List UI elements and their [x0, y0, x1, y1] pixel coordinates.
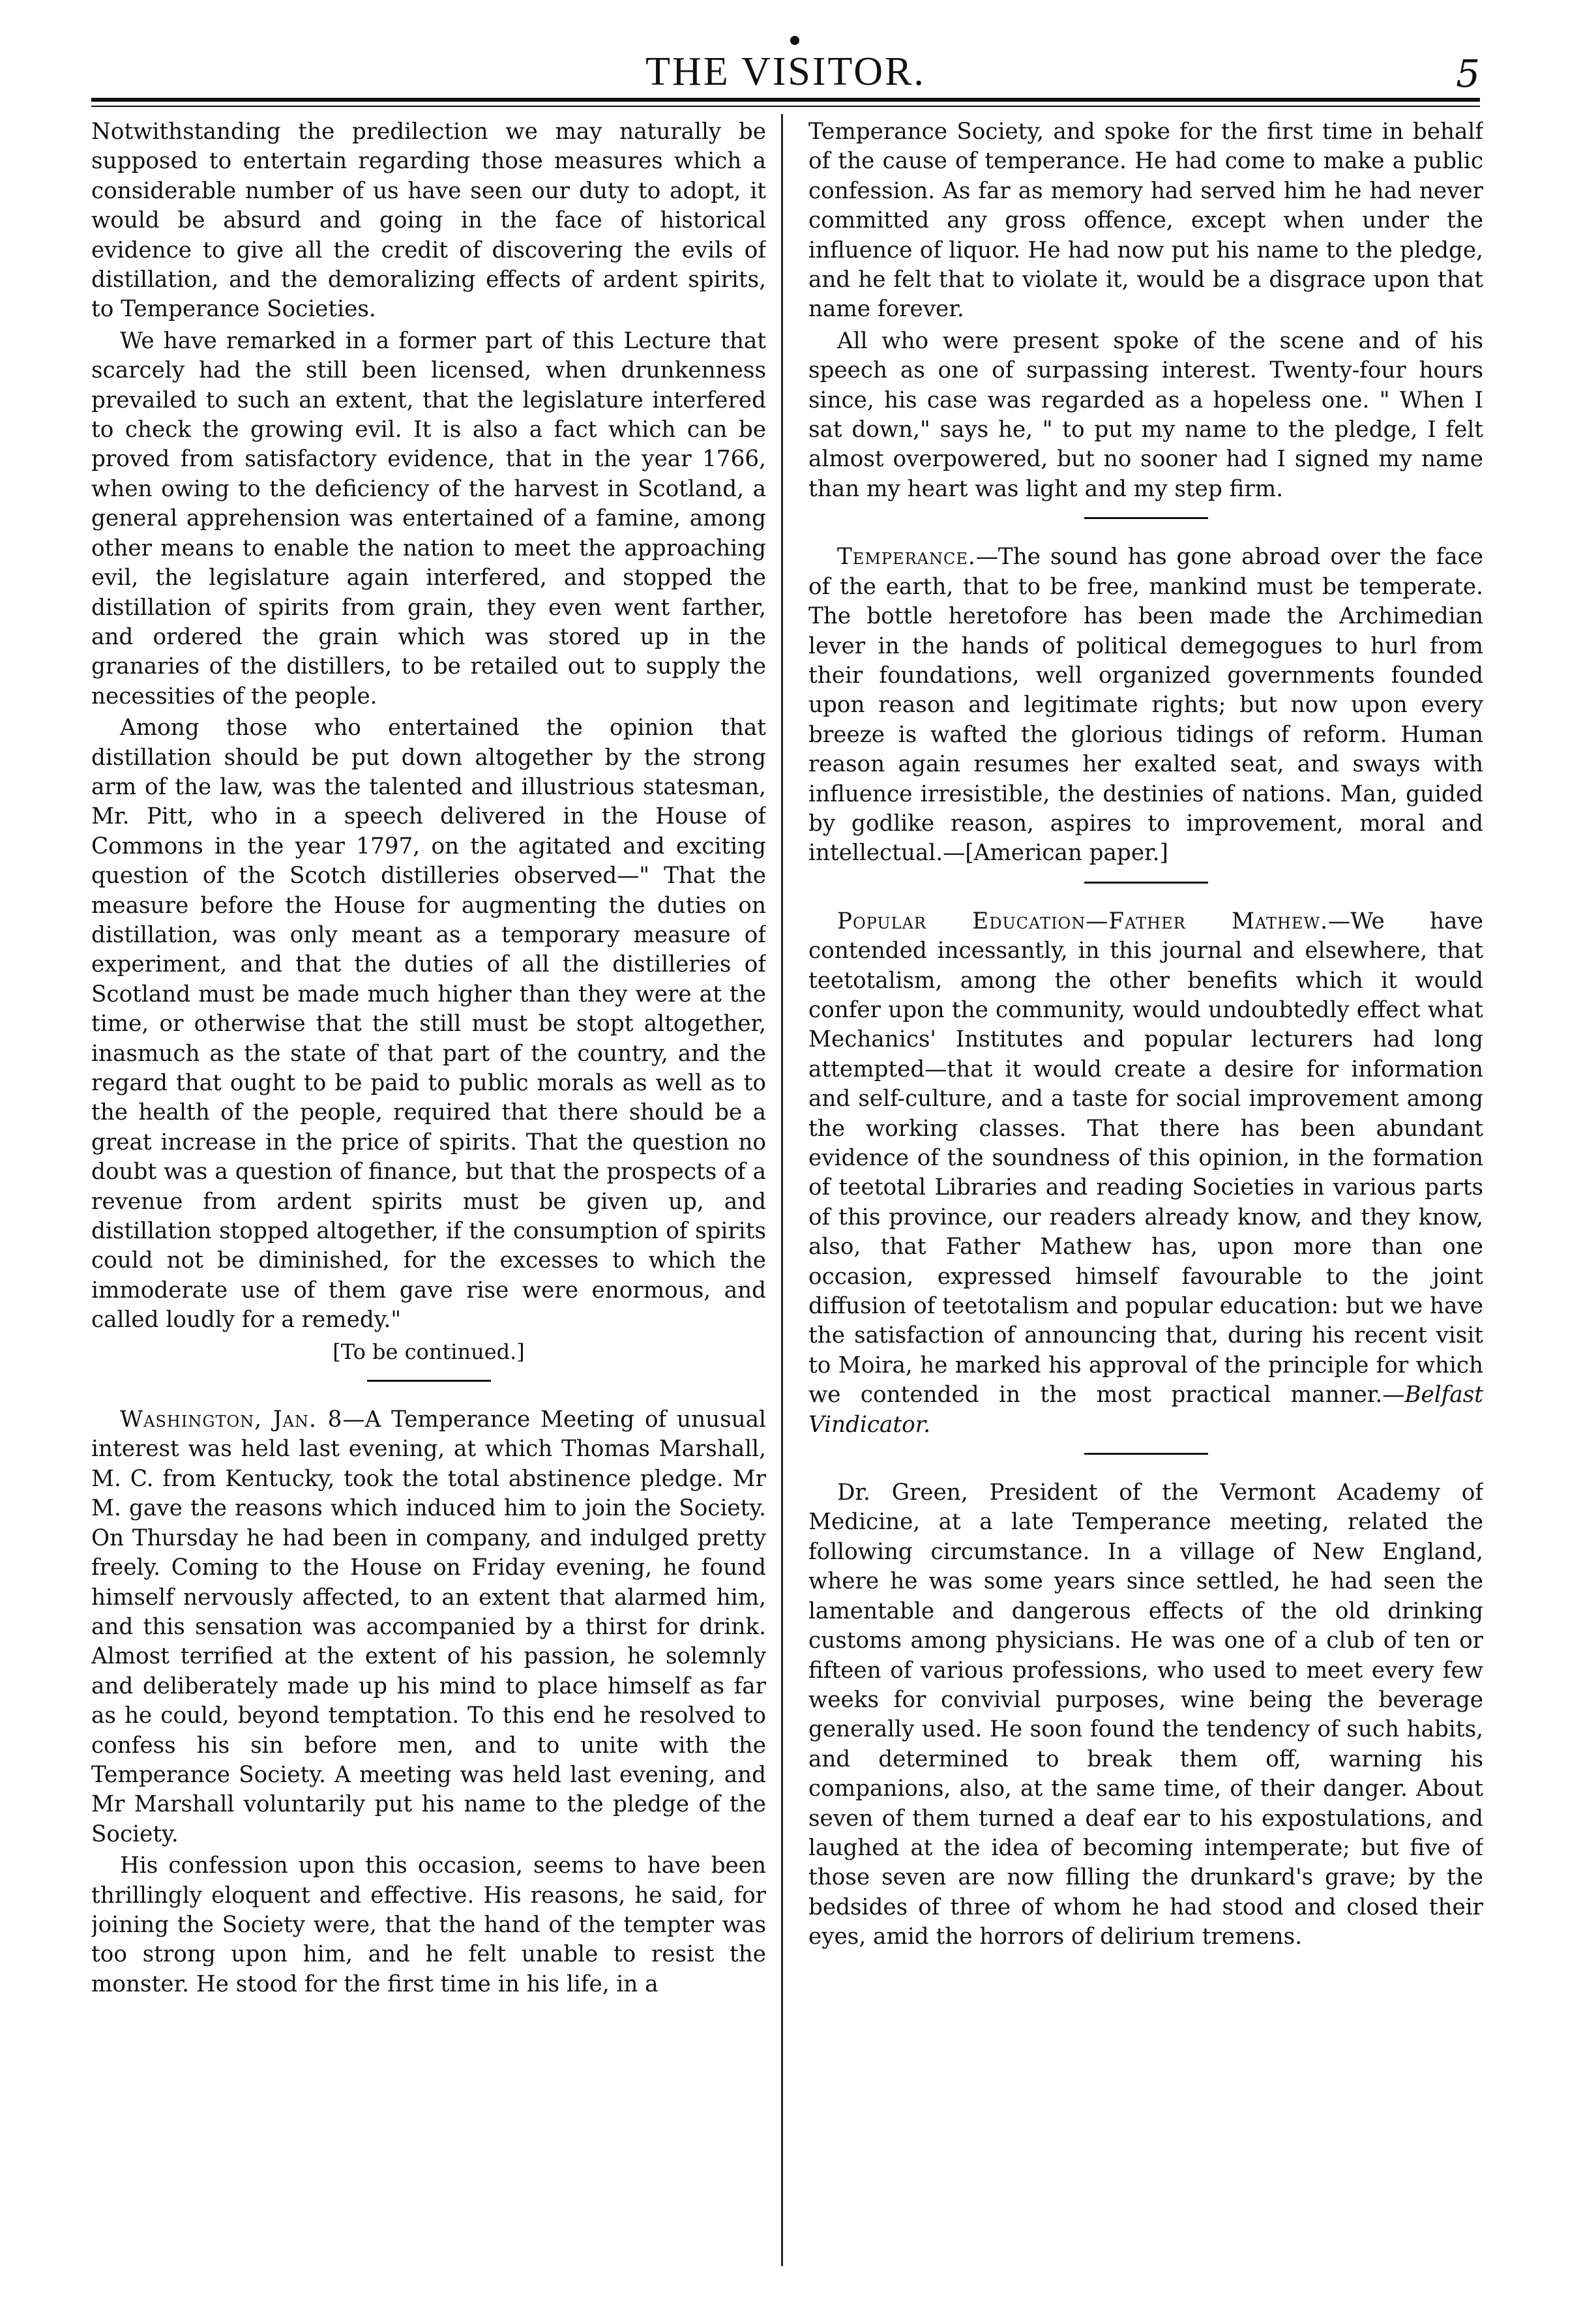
article-body: —We have contended incessantly, in this journal and elsewhere, that teetotalism, among the other benefits which it would confer upon the community, would undoubtedly effect what Mechanics' Institutes and popular lecturers had long attempted—that it would create a desire for information and self-culture, and a taste for social improvement among the working classes. That there has been abundant evidence of the soundness of this opinion, in the formation of teetotal Libraries and reading Societies in various parts of this province, our readers already know, and they know, also, that Father Mathew has, upon more than one occasion, expressed himself favourable to the joint diffusion of teetotalism and popular education: but we have the satisfaction of announcing that, during his recent visit to Moira, he marked his approval of the principle for which we contended in the most practical manner.	[808, 908, 1483, 1408]
continued-note: [To be continued.]	[333, 1339, 525, 1364]
article-popular-education	[808, 907, 1483, 1440]
ornament-dot	[790, 36, 799, 45]
section-rule	[1084, 1453, 1208, 1455]
paragraph: Temperance Society, and spoke for the first time in behalf of the cause of temperance. He had come to make a public confession. As far as memory had served him he had never committed any gross offence, except when under the influence of liquor. He had now put his name to the pledge, and he felt that to violate it, would be a disgrace upon that name forever.	[808, 119, 1483, 323]
right-column	[808, 117, 1483, 2263]
paragraph: Notwithstanding the predilection we may naturally be supposed to entertain regarding those measures which a considerable number of us have seen our duty to adopt, it would be absurd and going in the face of historical evidence to give all the credit of discovering the evils of distillation, and the demoralizing effects of ardent spirits, to Temperance Societies.	[91, 119, 766, 323]
paragraph: We have remarked in a former part of this Lecture that scarcely had the still been licensed, when drunkenness prevailed to such an extent, that the legislature interfered to check the growing evil. It is also a fact which can be proved from satisfactory evidence, that in the year 1766, when owing to the deficiency of the harvest in Scotland, a general apprehension was entertained of a famine, among other means to enable the nation to meet the approaching evil, the legislature again interfered, and stopped the distillation of spirits from grain, they even went farther, and ordered the grain which was stored up in the granaries of the distillers, to be retailed out to supply the necessities of the people.	[91, 327, 766, 709]
section-rule	[367, 1380, 491, 1382]
article-dr-green: Dr. Green, President of the Vermont Academy of Medicine, at a late Temperance meeting, related the following circumstance. In a village of New England, where he was some years since settled, he had seen the lamentable and dangerous effects of the old drinking customs among physicians. He was one of a club of ten or fifteen of various professions, who used to meet every few weeks for convivial purposes, wine being the beverage generally used. He soon found the tendency of such habits, and determined to break them off, warning his companions, also, at the same time, of their danger. About seven of them turned a deaf ear to his expostulations, and laughed at the idea of becoming intemperate; but five of those seven are now filling the drunkard's grave; by the bedsides of three of whom he had stood and closed their eyes, amid the horrors of delirium tremens.	[808, 1480, 1483, 1950]
section-rule	[1084, 517, 1208, 519]
article-body: —The sound has gone abroad over the face of the earth, that to be free, mankind must be temperate. The bottle heretofore has been made the Archimedian lever in the hands of political demegogues to hurl from their foundations, well organized governments founded upon reason and legitimate rights; but now upon every breeze is wafted the glorious tidings of reform. Human reason again resumes her exalted seat, and sways with influence irresistible, the destinies of nations. Man, guided by godlike reason, aspires to improvement, moral and intellectual.—[American paper.]	[808, 544, 1483, 867]
page-header	[91, 36, 1480, 95]
left-column	[91, 117, 766, 2263]
article-temperance	[808, 543, 1483, 868]
column-divider	[781, 114, 783, 2266]
header-rule-thin	[91, 106, 1480, 107]
section-rule	[1084, 882, 1208, 884]
page-number: 5	[1456, 52, 1480, 96]
header-rule	[91, 98, 1480, 102]
paragraph: His confession upon this occasion, seems to have been thrillingly eloquent and effective. His reasons, he said, for joining the Society were, that the hand of the tempter was too strong upon him, and he felt unable to resist the monster. He stood for the first time in his life, in a	[91, 1853, 766, 1997]
article-washington	[91, 1405, 766, 1849]
page-title: THE VISITOR.	[645, 50, 926, 94]
paragraph: All who were present spoke of the scene and of his speech as one of surpassing interest. Twenty-four hours since, his case was regarded as a hopeless one. " When I sat down," says he, " to put my name to the pledge, I felt almost overpowered, but no sooner had I signed my name than my heart was light and my step firm.	[808, 327, 1483, 502]
paragraph: Among those who entertained the opinion that distillation should be put down altogether by the strong arm of the law, was the talented and illustrious statesman, Mr. Pitt, who in a speech delivered in the House of Commons in the year 1797, on the agitated and exciting question of the Scotch distilleries observed—" That the measure before the House for augmenting the duties on distillation, was only meant as a temporary measure of experiment, and that the duties of all the distilleries of Scotland must be made much higher than they were at the time, or otherwise that the still must be stopt altogether, inasmuch as the state of that part of the country, and the regard that ought to be paid to public morals as well as to the health of the people, required that there should be a great increase in the price of spirits. That the question no doubt was a question of finance, but that the prospects of a revenue from ardent spirits must be given up, and distillation stopped altogether, if the consumption of spirits could not be diminished, for the excesses to which the immoderate use of them gave rise were enormous, and called loudly for a remedy."	[91, 715, 766, 1333]
article-lead: Washington, Jan. 8	[120, 1407, 343, 1433]
article-body: —A Temperance Meeting of unusual interest was held last evening, at which Thomas Marshall, M. C. from Kentucky, took the total abstinence pledge. Mr M. gave the reasons which induced him to join the Society. On Thursday he had been in company, and indulged pretty freely. Coming to the House on Friday evening, he found himself nervously affected, to an extent that alarmed him, and this sensation was accompanied by a thirst for drink. Almost terrified at the extent of his passion, he solemnly and deliberately made up his mind to place himself as far as he could, beyond temptation. To this end he resolved to confess his sin before men, and to unite with the Temperance Society. A meeting was held last evening, and Mr Marshall voluntarily put his name to the pledge of the Society.	[91, 1407, 766, 1847]
article-lead: Popular Education—Father Mathew.	[837, 908, 1328, 934]
article-lead: Temperance.	[837, 544, 976, 571]
article-source: —Belfast Vindicator.	[808, 1382, 1483, 1438]
